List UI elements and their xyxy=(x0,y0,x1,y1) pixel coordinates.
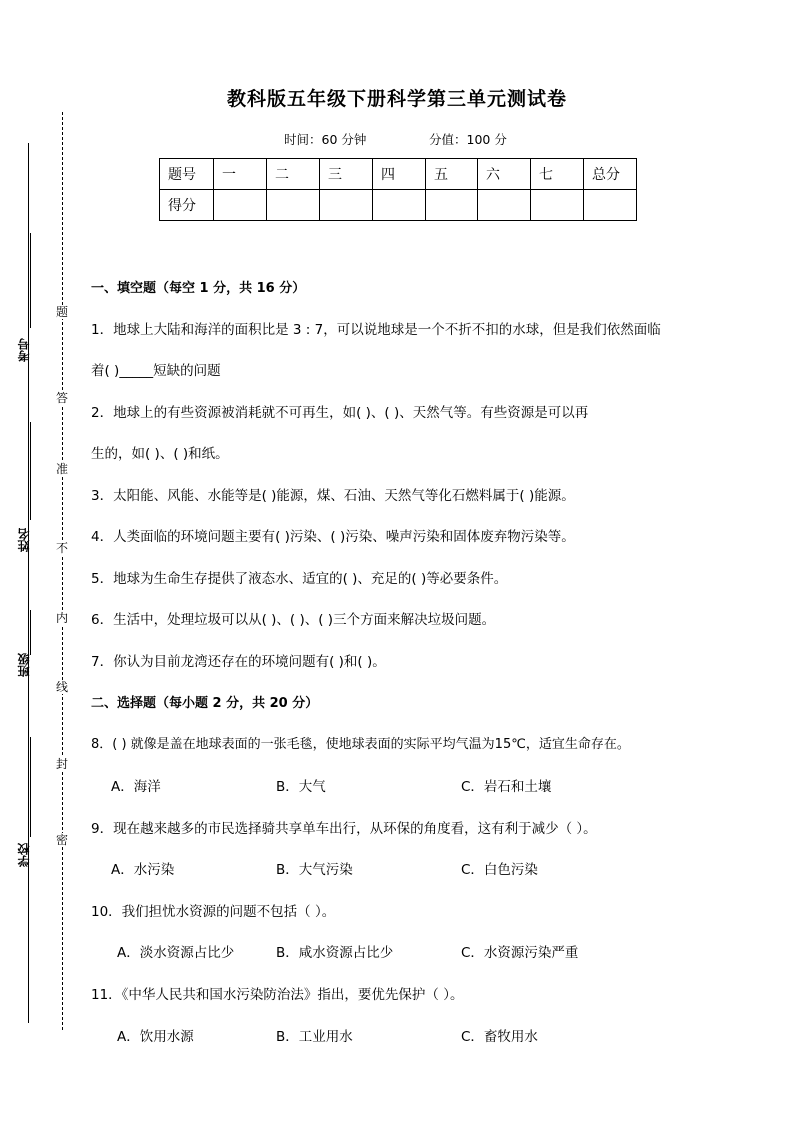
banji-field-line[interactable] xyxy=(30,610,31,655)
score-table xyxy=(159,158,637,221)
q2-line2: 生的，如( )、( )和纸。 xyxy=(91,446,229,462)
q10-option-b[interactable]: B．咸水资源占比少 xyxy=(276,945,394,961)
q9-stem: 9．现在越来越多的市民选择骑共享单车出行，从环保的角度看，这有利于减少（ ）。 xyxy=(91,821,597,837)
q1-line1: 1．地球上大陆和海洋的面积比是 3 : 7，可以说地球是一个不折不扣的水球，但是我们依然面临 xyxy=(91,322,661,338)
score-cell-total[interactable] xyxy=(584,190,637,221)
binding-dashed-line xyxy=(62,112,63,1030)
seal-char-zhun: 准 xyxy=(55,462,68,476)
score-cell-3[interactable] xyxy=(320,190,373,221)
header-cell-7: 七 xyxy=(531,159,584,190)
page-title: 教科版五年级下册科学第三单元测试卷 xyxy=(226,88,567,110)
q11-stem: 11．《中华人民共和国水污染防治法》指出，要优先保护（ ）。 xyxy=(91,987,464,1003)
header-cell-3: 三 xyxy=(320,159,373,190)
q3: 3．太阳能、风能、水能等是( )能源，煤、石油、天然气等化石燃料属于( )能源。 xyxy=(91,488,575,504)
score-table-score-row xyxy=(160,190,637,221)
q2-line1: 2．地球上的有些资源被消耗就不可再生，如( )、( )、天然气等。有些资源是可以再 xyxy=(91,405,589,421)
seal-char-bu: 不 xyxy=(55,541,68,555)
q10-option-a[interactable]: A．淡水资源占比少 xyxy=(117,945,235,961)
q8-option-b[interactable]: B．大气 xyxy=(276,779,326,795)
exam-time: 时间：60 分钟 xyxy=(284,132,367,147)
seal-char-feng: 封 xyxy=(55,757,68,771)
q9-option-b[interactable]: B．大气污染 xyxy=(276,862,353,878)
exam-score: 分值：100 分 xyxy=(429,132,507,147)
header-cell-1: 一 xyxy=(214,159,267,190)
q4: 4．人类面临的环境问题主要有( )污染、( )污染、噪声污染和固体废弃物污染等。 xyxy=(91,529,575,545)
binding-solid-line xyxy=(28,143,29,1023)
q11-option-b[interactable]: B．工业用水 xyxy=(276,1029,353,1045)
q10-stem: 10．我们担忧水资源的问题不包括（ ）。 xyxy=(91,904,336,920)
seal-char-da: 答 xyxy=(55,391,68,405)
q11-option-a[interactable]: A．饮用水源 xyxy=(117,1029,194,1045)
q8-stem: 8．( ) 就像是盖在地球表面的一张毛毯，使地球表面的实际平均气温为15℃，适宜生命存在。 xyxy=(91,737,630,752)
kaohao-label: 考号 xyxy=(17,338,31,362)
q8-option-c[interactable]: C．岩石和土壤 xyxy=(461,779,552,795)
seal-char-xian: 线 xyxy=(55,680,68,694)
xuexiao-label: 学校 xyxy=(17,843,31,867)
score-cell-6[interactable] xyxy=(478,190,531,221)
q11-option-c[interactable]: C．畜牧用水 xyxy=(461,1029,538,1045)
q9-option-c[interactable]: C．白色污染 xyxy=(461,862,538,878)
seal-char-nei: 内 xyxy=(55,611,68,625)
score-cell-5[interactable] xyxy=(426,190,478,221)
score-row-label: 得分 xyxy=(160,190,214,221)
section1-heading: 一、填空题（每空 1 分，共 16 分） xyxy=(91,281,306,296)
section2-heading: 二、选择题（每小题 2 分，共 20 分） xyxy=(91,696,319,711)
q5: 5．地球为生命生存提供了液态水、适宜的( )、充足的( )等必要条件。 xyxy=(91,571,508,587)
score-table-header-row xyxy=(160,159,637,190)
score-cell-4[interactable] xyxy=(373,190,426,221)
score-cell-7[interactable] xyxy=(531,190,584,221)
header-cell-4: 四 xyxy=(373,159,426,190)
score-cell-1[interactable] xyxy=(214,190,267,221)
seal-char-ti: 题 xyxy=(55,305,68,319)
q7: 7．你认为目前龙湾还存在的环境问题有( )和( )。 xyxy=(91,654,386,670)
q1-line2: 着( )_____短缺的问题 xyxy=(91,363,221,379)
xuexiao-field-line[interactable] xyxy=(30,737,31,837)
q10-option-c[interactable]: C．水资源污染严重 xyxy=(461,945,579,961)
score-cell-2[interactable] xyxy=(267,190,320,221)
banji-label: 班级 xyxy=(17,653,31,677)
header-cell-6: 六 xyxy=(478,159,531,190)
xingming-label: 姓名 xyxy=(17,528,31,552)
xingming-field-line[interactable] xyxy=(30,422,31,520)
header-cell-2: 二 xyxy=(267,159,320,190)
header-cell-total: 总分 xyxy=(584,159,637,190)
header-cell-tihao: 题号 xyxy=(160,159,214,190)
kaohao-field-line[interactable] xyxy=(30,233,31,328)
q8-option-a[interactable]: A．海洋 xyxy=(111,779,161,795)
q9-option-a[interactable]: A．水污染 xyxy=(111,862,175,878)
header-cell-5: 五 xyxy=(426,159,478,190)
seal-char-mi: 密 xyxy=(55,833,68,847)
q6: 6．生活中，处理垃圾可以从( )、( )、( )三个方面来解决垃圾问题。 xyxy=(91,612,496,628)
